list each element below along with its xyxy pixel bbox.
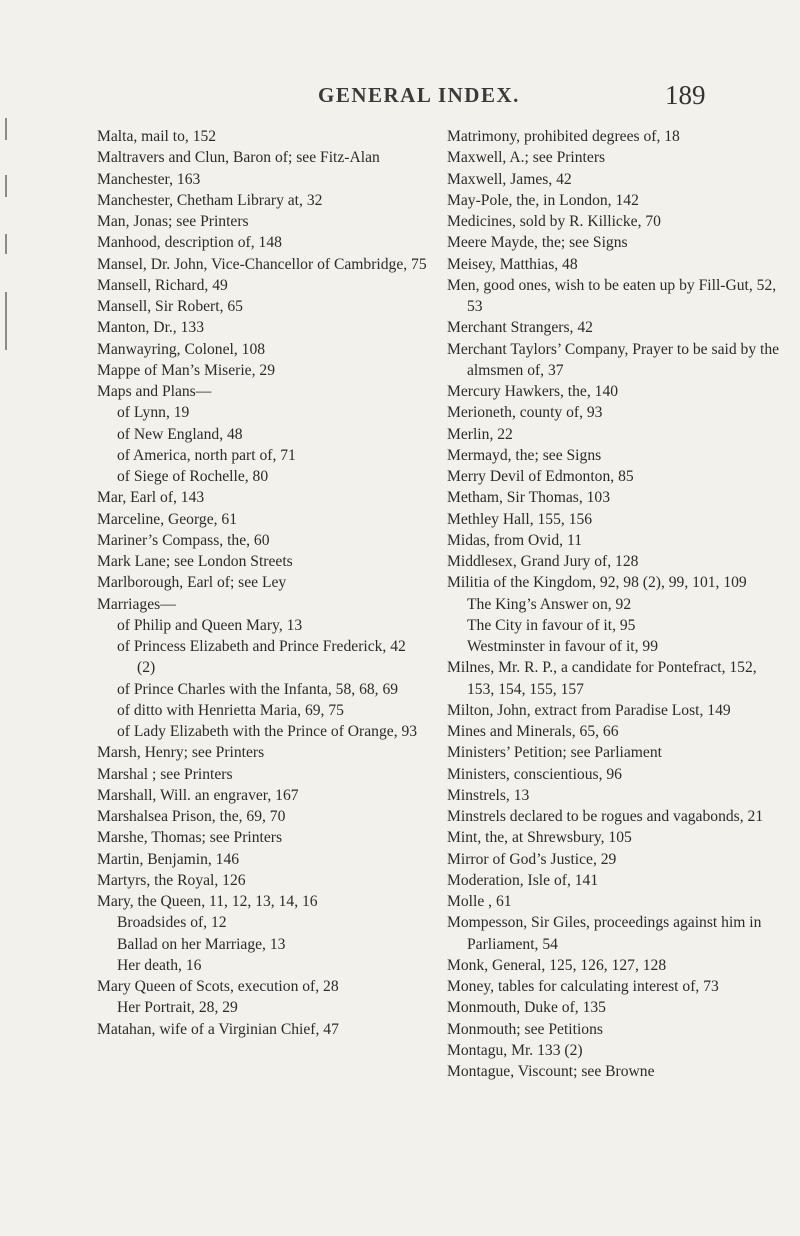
index-subentry: of Siege of Rochelle, 80 [117, 468, 269, 485]
index-entry: Marshe, Thomas; see Printers [97, 829, 283, 847]
index-entry: Milnes, Mr. R. P., a candidate for Pontefract, 152, 153, 154, 155, 157 [447, 659, 757, 698]
index-subentry: Ballad on her Marriage, 13 [117, 935, 286, 953]
index-entry: Monmouth, Duke of, 135 [447, 999, 606, 1017]
index-entry: Merlin, 22 [447, 425, 513, 443]
index-entry: Monk, General, 125, 126, 127, 128 [447, 956, 667, 974]
index-subentry: of Princess Elizabeth and Prince Frederick, 42 (2) [117, 638, 406, 677]
index-subentry: of New England, 48 [117, 425, 243, 443]
index-subentry: Broadsides of, 12 [117, 914, 227, 932]
index-entry: Montagu, Mr. 133 (2) [447, 1041, 583, 1059]
right-column [447, 126, 782, 1082]
index-entry: Mariner’s Compass, the, 60 [97, 531, 270, 549]
index-entry: Metham, Sir Thomas, 103 [447, 489, 611, 507]
index-entry: Manwayring, Colonel, 108 [97, 340, 266, 358]
index-entry: Mansell, Sir Robert, 65 [97, 298, 243, 315]
index-entry: Mint, the, at Shrewsbury, 105 [447, 829, 632, 847]
index-subentry: of ditto with Henrietta Maria, 69, 75 [117, 701, 344, 719]
index-entry: Maltravers and Clun, Baron of; see Fitz-Alan [97, 149, 380, 167]
index-entry: Martin, Benjamin, 146 [97, 850, 240, 868]
index-entry: Minstrels declared to be rogues and vagabonds, 21 [447, 808, 764, 825]
index-entry: May-Pole, the, in London, 142 [447, 191, 639, 209]
index-entry: Monmouth; see Petitions [447, 1020, 603, 1038]
index-entry: Militia of the Kingdom, 92, 98 (2), 99, 101, 109 [447, 574, 747, 592]
index-entry: Marshall, Will. an engraver, 167 [97, 786, 299, 804]
index-entry: Meisey, Matthias, 48 [447, 255, 578, 273]
index-entry: Marriages— [97, 595, 176, 613]
index-entry: Ministers, conscientious, 96 [447, 765, 622, 783]
index-entry: Mercury Hawkers, the, 140 [447, 383, 619, 400]
index-entry: Milton, John, extract from Paradise Lost, 149 [447, 701, 731, 719]
page-number: 189 [665, 80, 706, 110]
index-entry: Matrimony, prohibited degrees of, 18 [447, 128, 680, 145]
index-entry: Malta, mail to, 152 [97, 128, 217, 145]
index-entry: Maxwell, James, 42 [447, 170, 572, 188]
index-entry: Mompesson, Sir Giles, proceedings against him in Parliament, 54 [447, 914, 762, 953]
index-entry: Montague, Viscount; see Browne [447, 1063, 655, 1080]
index-entry: Mar, Earl of, 143 [97, 489, 205, 507]
index-entry: Mary Queen of Scots, execution of, 28 [97, 978, 339, 995]
index-entry: Meere Mayde, the; see Signs [447, 234, 628, 252]
index-entry: Manchester, 163 [97, 170, 201, 188]
index-entry: Mermayd, the; see Signs [447, 446, 602, 464]
index-subentry: of Philip and Queen Mary, 13 [117, 616, 303, 634]
margin-line [5, 118, 7, 140]
index-entry: Merchant Taylors’ Company, Prayer to be said by the almsmen of, 37 [447, 340, 780, 379]
index-entry: Merry Devil of Edmonton, 85 [447, 468, 634, 485]
margin-line [5, 175, 7, 197]
index-entry: Matahan, wife of a Virginian Chief, 47 [97, 1020, 339, 1038]
index-entry: Mines and Minerals, 65, 66 [447, 723, 619, 740]
index-entry: Mansel, Dr. John, Vice-Chancellor of Cambridge, 75 [97, 255, 427, 273]
index-entry: Marceline, George, 61 [97, 510, 238, 528]
index-entry: Medicines, sold by R. Killicke, 70 [447, 213, 661, 230]
index-subentry: of America, north part of, 71 [117, 446, 296, 464]
index-entry: Manton, Dr., 133 [97, 319, 204, 337]
index-entry: Marsh, Henry; see Printers [97, 744, 265, 762]
index-entry: Ministers’ Petition; see Parliament [447, 744, 662, 762]
index-entry: Manhood, description of, 148 [97, 234, 282, 252]
index-subentry: Her Portrait, 28, 29 [117, 999, 238, 1017]
running-head [0, 80, 800, 113]
index-entry: Maxwell, A.; see Printers [447, 149, 606, 167]
index-entry: Mappe of Man’s Miserie, 29 [97, 361, 275, 379]
index-entry: Midas, from Ovid, 11 [447, 531, 582, 549]
index-subentry: The City in favour of it, 95 [467, 616, 636, 634]
index-subentry: The King’s Answer on, 92 [467, 595, 632, 613]
index-entry: Marshalsea Prison, the, 69, 70 [97, 808, 286, 825]
index-entry: Men, good ones, wish to be eaten up by Fill-Gut, 52, 53 [447, 276, 777, 315]
index-entry: Martyrs, the Royal, 126 [97, 871, 246, 889]
index-entry: Methley Hall, 155, 156 [447, 510, 593, 528]
index-entry: Minstrels, 13 [447, 786, 530, 804]
page-title: GENERAL INDEX. [318, 83, 520, 107]
index-entry: Marshal ; see Printers [97, 765, 233, 783]
index-entry: Molle , 61 [447, 893, 512, 910]
index-subentry: Her death, 16 [117, 956, 202, 974]
index-subentry: of Lady Elizabeth with the Prince of Orange, 93 [117, 723, 418, 740]
index-entry: Merioneth, county of, 93 [447, 404, 603, 422]
index-entry: Middlesex, Grand Jury of, 128 [447, 553, 639, 570]
index-subentry: of Lynn, 19 [117, 404, 190, 422]
index-entry: Merchant Strangers, 42 [447, 319, 593, 337]
margin-line [5, 292, 7, 350]
index-entry: Maps and Plans— [97, 383, 212, 400]
index-entry: Moderation, Isle of, 141 [447, 871, 599, 889]
index-subentry: of Prince Charles with the Infanta, 58, 68, 69 [117, 680, 399, 698]
index-entry: Mansell, Richard, 49 [97, 276, 228, 294]
index-entry: Money, tables for calculating interest of, 73 [447, 978, 719, 995]
left-column [97, 126, 427, 1040]
index-entry: Manchester, Chetham Library at, 32 [97, 191, 323, 209]
index-entry: Mary, the Queen, 11, 12, 13, 14, 16 [97, 893, 318, 910]
index-subentry: Westminster in favour of it, 99 [467, 638, 659, 655]
index-entry: Mark Lane; see London Streets [97, 553, 293, 570]
index-entry: Mirror of God’s Justice, 29 [447, 850, 617, 868]
index-entry: Marlborough, Earl of; see Ley [97, 574, 287, 592]
margin-line [5, 234, 7, 254]
index-entry: Man, Jonas; see Printers [97, 213, 249, 230]
